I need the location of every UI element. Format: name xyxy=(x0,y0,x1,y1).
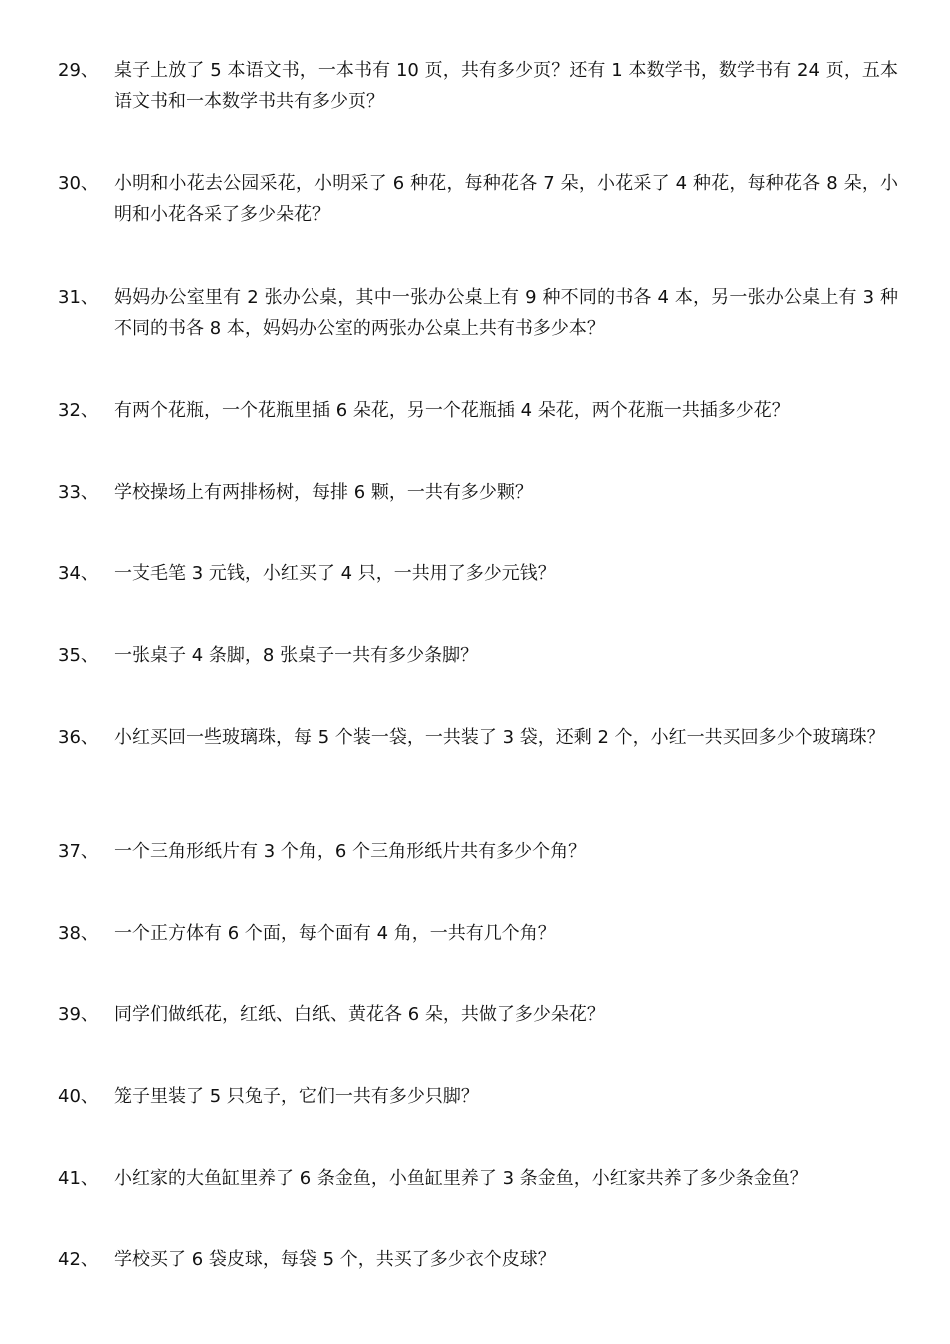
question-number: 34、 xyxy=(58,563,99,584)
question-41 xyxy=(58,1163,898,1194)
question-32 xyxy=(58,395,898,426)
question-number: 39、 xyxy=(58,1004,99,1025)
question-39 xyxy=(58,999,898,1030)
question-30 xyxy=(58,168,898,230)
question-text: 小红买回一些玻璃珠，每 5 个装一袋，一共装了 3 袋，还剩 2 个，小红一共买回多少个玻璃珠？ xyxy=(114,727,885,748)
question-number: 40、 xyxy=(58,1086,99,1107)
question-29 xyxy=(58,55,898,117)
question-number: 29、 xyxy=(58,60,99,81)
question-38 xyxy=(58,918,898,949)
question-number: 38、 xyxy=(58,923,99,944)
question-33 xyxy=(58,477,898,508)
question-text: 一张桌子 4 条脚，8 张桌子一共有多少条脚？ xyxy=(114,645,479,666)
question-number: 32、 xyxy=(58,400,99,421)
question-31 xyxy=(58,282,898,344)
question-text: 小明和小花去公园采花，小明采了 6 种花，每种花各 7 朵，小花采了 4 种花，每种花各 8 朵，小明和小花各采了多少朵花？ xyxy=(114,173,898,225)
question-36 xyxy=(58,722,898,753)
question-number: 36、 xyxy=(58,727,99,748)
question-42 xyxy=(58,1244,898,1275)
question-34 xyxy=(58,558,898,589)
question-text: 一支毛笔 3 元钱，小红买了 4 只，一共用了多少元钱？ xyxy=(114,563,556,584)
question-text: 学校买了 6 袋皮球，每袋 5 个，共买了多少衣个皮球？ xyxy=(114,1249,556,1270)
question-text: 一个三角形纸片有 3 个角，6 个三角形纸片共有多少个角？ xyxy=(114,841,587,862)
question-number: 31、 xyxy=(58,287,99,308)
question-text: 同学们做纸花，红纸、白纸、黄花各 6 朵，共做了多少朵花？ xyxy=(114,1004,605,1025)
question-35 xyxy=(58,640,898,671)
question-number: 30、 xyxy=(58,173,99,194)
question-number: 41、 xyxy=(58,1168,99,1189)
question-40 xyxy=(58,1081,898,1112)
question-text: 学校操场上有两排杨树，每排 6 颗，一共有多少颗？ xyxy=(114,482,533,503)
question-number: 35、 xyxy=(58,645,99,666)
question-text: 笼子里装了 5 只兔子，它们一共有多少只脚？ xyxy=(114,1086,479,1107)
question-text: 桌子上放了 5 本语文书，一本书有 10 页，共有多少页？还有 1 本数学书，数学书有 24 页，五本语文书和一本数学书共有多少页？ xyxy=(114,60,898,112)
question-number: 42、 xyxy=(58,1249,99,1270)
question-text: 小红家的大鱼缸里养了 6 条金鱼，小鱼缸里养了 3 条金鱼，小红家共养了多少条金鱼？ xyxy=(114,1168,808,1189)
question-text: 一个正方体有 6 个面，每个面有 4 角，一共有几个角？ xyxy=(114,923,556,944)
question-number: 33、 xyxy=(58,482,99,503)
question-number: 37、 xyxy=(58,841,99,862)
question-37 xyxy=(58,836,898,867)
question-text: 妈妈办公室里有 2 张办公桌，其中一张办公桌上有 9 种不同的书各 4 本，另一张办公桌上有 3 种不同的书各 8 本，妈妈办公室的两张办公桌上共有书多少本？ xyxy=(114,287,898,339)
question-text: 有两个花瓶，一个花瓶里插 6 朵花，另一个花瓶插 4 朵花，两个花瓶一共插多少花？ xyxy=(114,400,790,421)
